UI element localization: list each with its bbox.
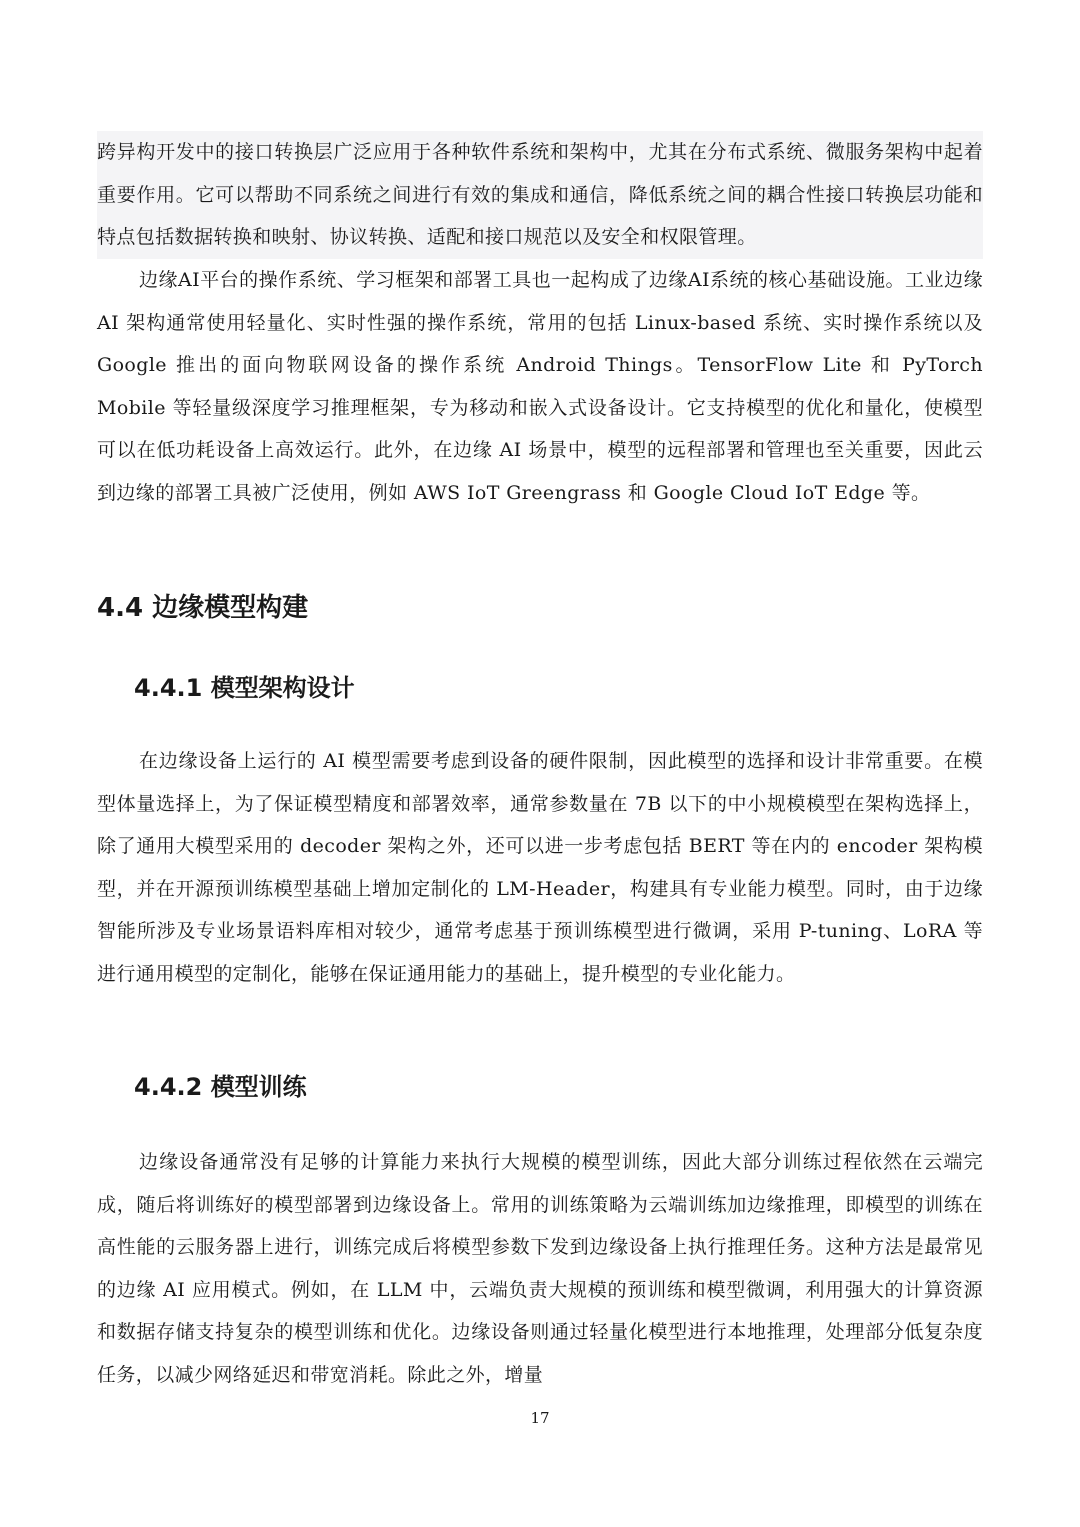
section-heading-4-4: 4.4 边缘模型构建 xyxy=(97,593,309,623)
paragraph-edge-ai-platform: 边缘AI平台的操作系统、学习框架和部署工具也一起构成了边缘AI系统的核心基础设施。工业边缘 AI 架构通常使用轻量化、实时性强的操作系统，常用的包括 Linux-based 系统、实时操作系统以及 Google 推出的面向物联网设备的操作系统 Android Things。TensorFlow Lite 和 PyTorch Mobile 等轻量级深度学习推理框架，专为移动和嵌入式设备设计。它支持模型的优化和量化，使模型可以在低功耗设备上高效运行。此外，在边缘 AI 场景中，模型的远程部署和管理也至关重要，因此云到边缘的部署工具被广泛使用，例如 AWS IoT Greengrass 和 Google Cloud IoT Edge 等。 xyxy=(97,269,983,504)
section-heading-4-4-1: 4.4.1 模型架构设计 xyxy=(134,674,355,702)
paragraph-interface-layer: 跨异构开发中的接口转换层广泛应用于各种软件系统和架构中，尤其在分布式系统、微服务架构中起着重要作用。它可以帮助不同系统之间进行有效的集成和通信，降低系统之间的耦合性接口转换层功能和特点包括数据转换和映射、协议转换、适配和接口规范以及安全和权限管理。 xyxy=(97,131,983,259)
paragraph-model-training: 边缘设备通常没有足够的计算能力来执行大规模的模型训练，因此大部分训练过程依然在云端完成，随后将训练好的模型部署到边缘设备上。常用的训练策略为云端训练加边缘推理，即模型的训练在高性能的云服务器上进行，训练完成后将模型参数下发到边缘设备上执行推理任务。这种方法是最常见的边缘 AI 应用模式。例如，在 LLM 中，云端负责大规模的预训练和模型微调，利用强大的计算资源和数据存储支持复杂的模型训练和优化。边缘设备则通过轻量化模型进行本地推理，处理部分低复杂度任务，以减少网络延迟和带宽消耗。除此之外，增量 xyxy=(97,1151,983,1386)
paragraph-model-architecture: 在边缘设备上运行的 AI 模型需要考虑到设备的硬件限制，因此模型的选择和设计非常重要。在模型体量选择上，为了保证模型精度和部署效率，通常参数量在 7B 以下的中小规模模型在架构选择上，除了通用大模型采用的 decoder 架构之外，还可以进一步考虑包括 BERT 等在内的 encoder 架构模型，并在开源预训练模型基础上增加定制化的 LM-Header，构建具有专业能力模型。同时，由于边缘智能所涉及专业场景语料库相对较少，通常考虑基于预训练模型进行微调，采用 P-tuning、LoRA 等进行通用模型的定制化，能够在保证通用能力的基础上，提升模型的专业化能力。 xyxy=(97,750,983,985)
page-number: 17 xyxy=(530,1409,550,1427)
section-heading-4-4-2: 4.4.2 模型训练 xyxy=(134,1073,307,1101)
